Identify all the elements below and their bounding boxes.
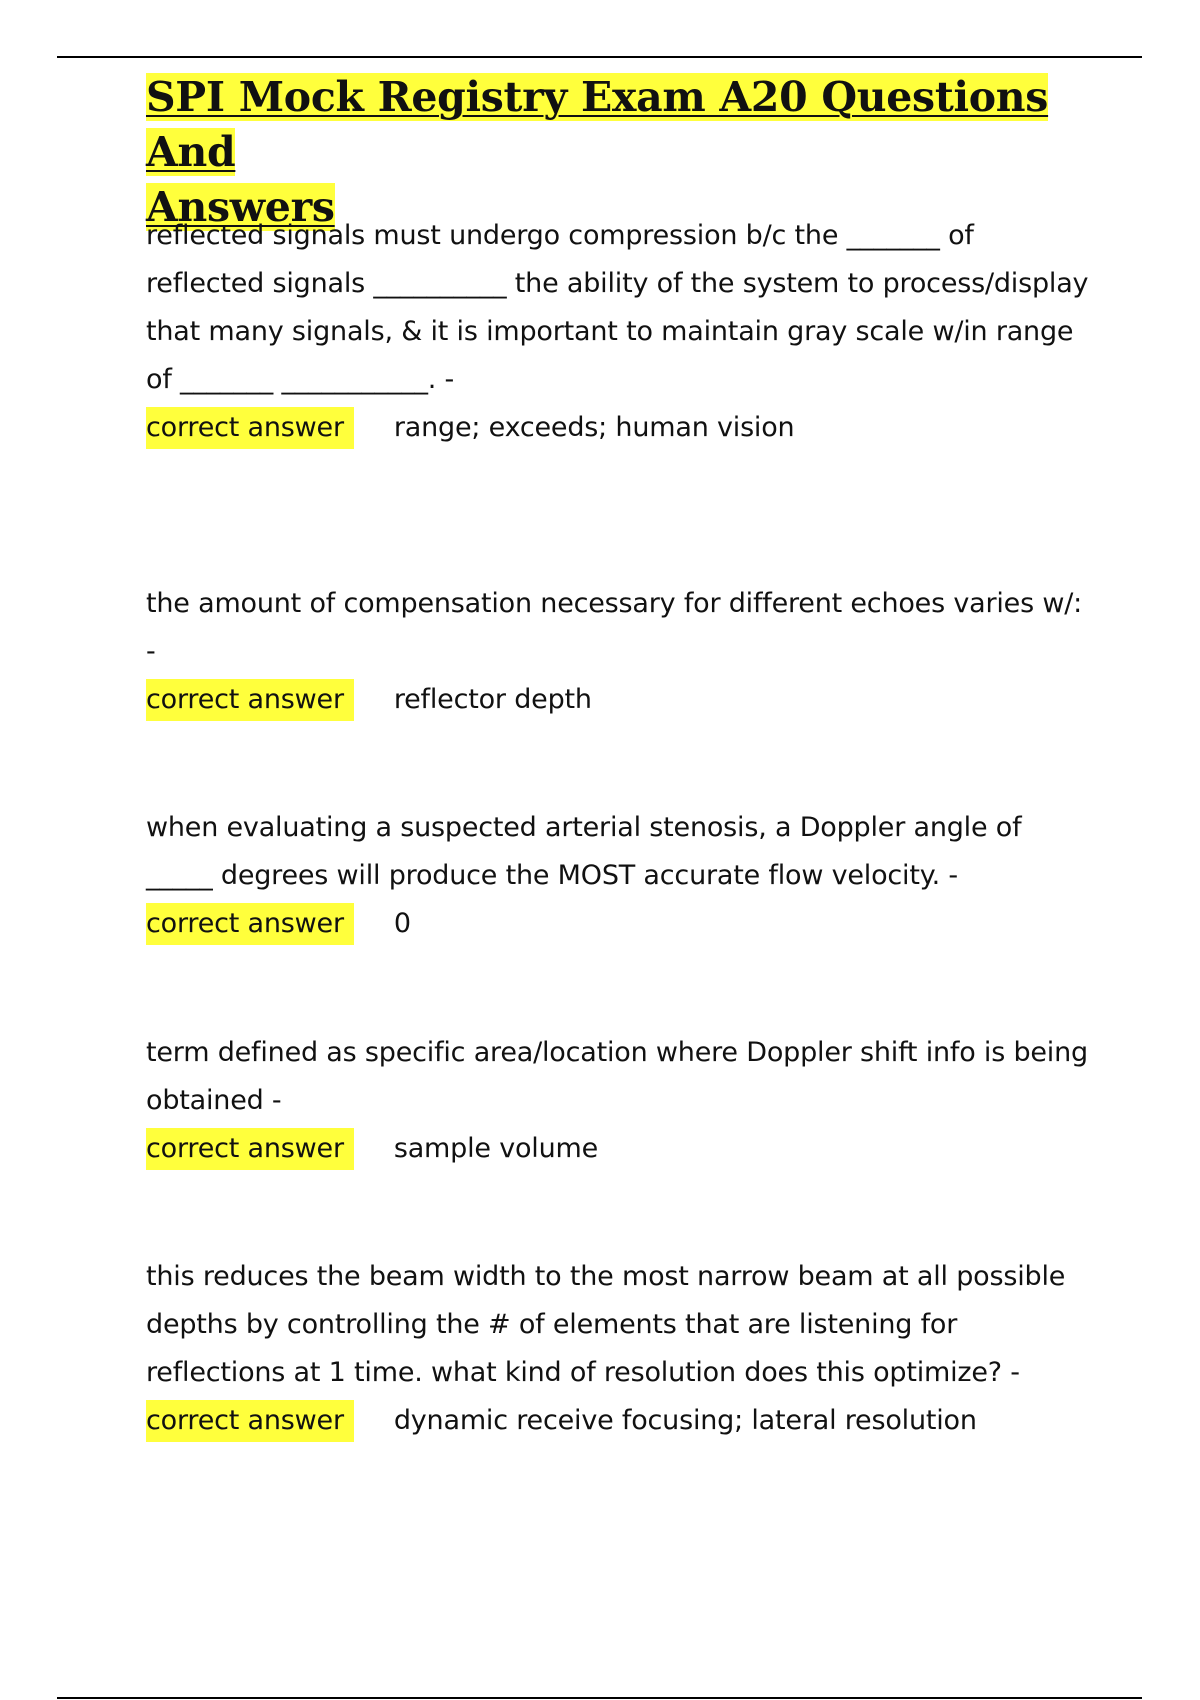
correct-answer-label: correct answer [146,903,354,945]
answer-row [146,676,1096,724]
correct-answer-label: correct answer [146,407,354,449]
question-text: this reduces the beam width to the most narrow beam at all possible depths by controlling the # of elements that are listening for reflections at 1 time. what kind of resolution does this optimize? - [146,1261,1066,1388]
document-body [146,70,1096,1436]
qa-item [146,1253,1096,1445]
answer-row [146,1125,1096,1173]
qa-item [146,580,1096,724]
answer-text: dynamic receive focusing; lateral resolution [393,1405,977,1436]
answer-text: range; exceeds; human vision [393,412,795,443]
answer-row [146,404,1096,452]
title-line-1: SPI Mock Registry Exam A20 Questions And [146,73,1049,176]
answer-row [146,900,1096,948]
question-text: the amount of compensation necessary for different echoes varies w/: - [146,588,1083,667]
question-text: term defined as specific area/location where Doppler shift info is being obtained - [146,1037,1088,1116]
question-text: when evaluating a suspected arterial stenosis, a Doppler angle of _____ degrees will produce the MOST accurate flow velocity. - [146,812,1022,891]
correct-answer-label: correct answer [146,1400,354,1442]
correct-answer-label: correct answer [146,1128,354,1170]
qa-item [146,1029,1096,1173]
qa-item [146,212,1096,452]
answer-text: 0 [393,908,411,939]
question-text: reflected signals must undergo compression b/c the _______ of reflected signals __________ the ability of the system to process/display that many signals, & it is important to maintain gray scale w/in range of _______ ___________. - [146,220,1089,395]
answer-text: sample volume [393,1133,599,1164]
answer-text: reflector depth [393,684,592,715]
qa-item [146,804,1096,948]
answer-row [146,1397,1096,1445]
top-rule [57,56,1142,58]
bottom-rule [57,1697,1142,1699]
correct-answer-label: correct answer [146,679,354,721]
title-line-2: Answers [146,183,335,231]
document-title [146,70,1096,235]
